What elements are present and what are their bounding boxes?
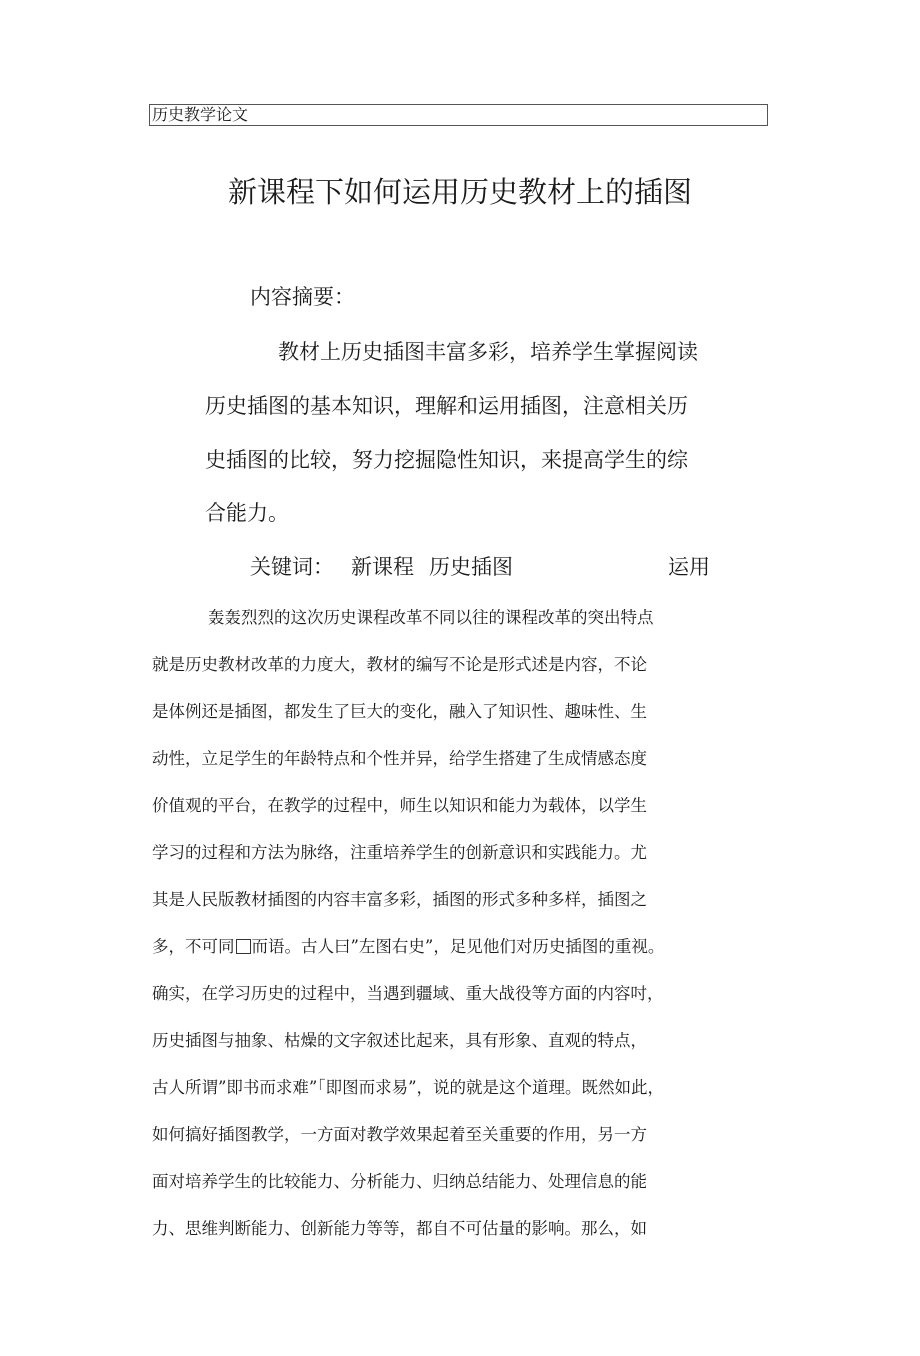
body-line-part: 多，不可同 <box>152 937 235 956</box>
body-line-part: 而语。古人曰”左图右史”，足见他们对历史插图的重视。 <box>251 937 665 956</box>
keywords-label: 关键词： <box>250 555 334 579</box>
body-line: 是体例还是插图，都发生了巨大的变化，融入了知识性、趣味性、生 <box>152 702 647 721</box>
body-line: 轰轰烈烈的这次历史课程改革不同以往的课程改革的突出特点 <box>208 608 654 627</box>
body-line: 确实，在学习历史的过程中，当遇到疆域、重大战役等方面的内容吋， <box>152 984 664 1003</box>
abstract-line: 历史插图的基本知识，理解和运用插图，注意相关历 <box>205 394 688 418</box>
abstract-line: 合能力。 <box>205 501 289 525</box>
body-line: 如何搞好插图教学，一方面对教学效果起着至关重要的作用，另一方 <box>152 1125 647 1144</box>
keyword-item: 历史插图 <box>429 555 513 579</box>
document-title: 新课程下如何运用历史教材上的插图 <box>227 175 692 209</box>
body-line: 面对培养学生的比较能力、分析能力、归纳总结能力、处理信息的能 <box>152 1172 647 1191</box>
header-label: 历史教学论文 <box>152 105 249 124</box>
body-line: 就是历史教材改革的力度大，教材的编写不论是形式述是内容，不论 <box>152 655 647 674</box>
body-line: 力、思维判断能力、创新能力等等，都自不可估量的影响。那么，如 <box>152 1219 647 1238</box>
body-line <box>152 935 664 959</box>
missing-glyph-box <box>236 939 251 954</box>
body-line: 其是人民版教材插图的内容丰富多彩，插图的形式多种多样，插图之 <box>152 890 647 909</box>
body-line: 价值观的平台，在教学的过程中，师生以知识和能力为载体，以学生 <box>152 796 647 815</box>
body-line: 学习的过程和方法为脉络，注重培养学生的创新意识和实践能力。尤 <box>152 843 647 862</box>
document-header-box <box>149 104 768 126</box>
body-line: 古人所谓”即书而求难”「即图而求易”，说的就是这个道理。既然如此， <box>152 1078 665 1097</box>
body-line: 动性，立足学生的年龄特点和个性并异，给学生搭建了生成情感态度 <box>152 749 647 768</box>
abstract-label: 内容摘要： <box>250 285 355 309</box>
abstract-line: 史插图的比较，努力挖掘隐性知识，来提高学生的综 <box>205 448 688 472</box>
keyword-item: 新课程 <box>351 555 414 579</box>
keyword-item: 运用 <box>668 555 710 579</box>
abstract-line: 教材上历史插图丰富多彩，培养学生掌握阅读 <box>278 340 698 364</box>
body-line: 历史插图与抽象、枯燥的文字叙述比起来，具有形象、直观的特点， <box>152 1031 647 1050</box>
